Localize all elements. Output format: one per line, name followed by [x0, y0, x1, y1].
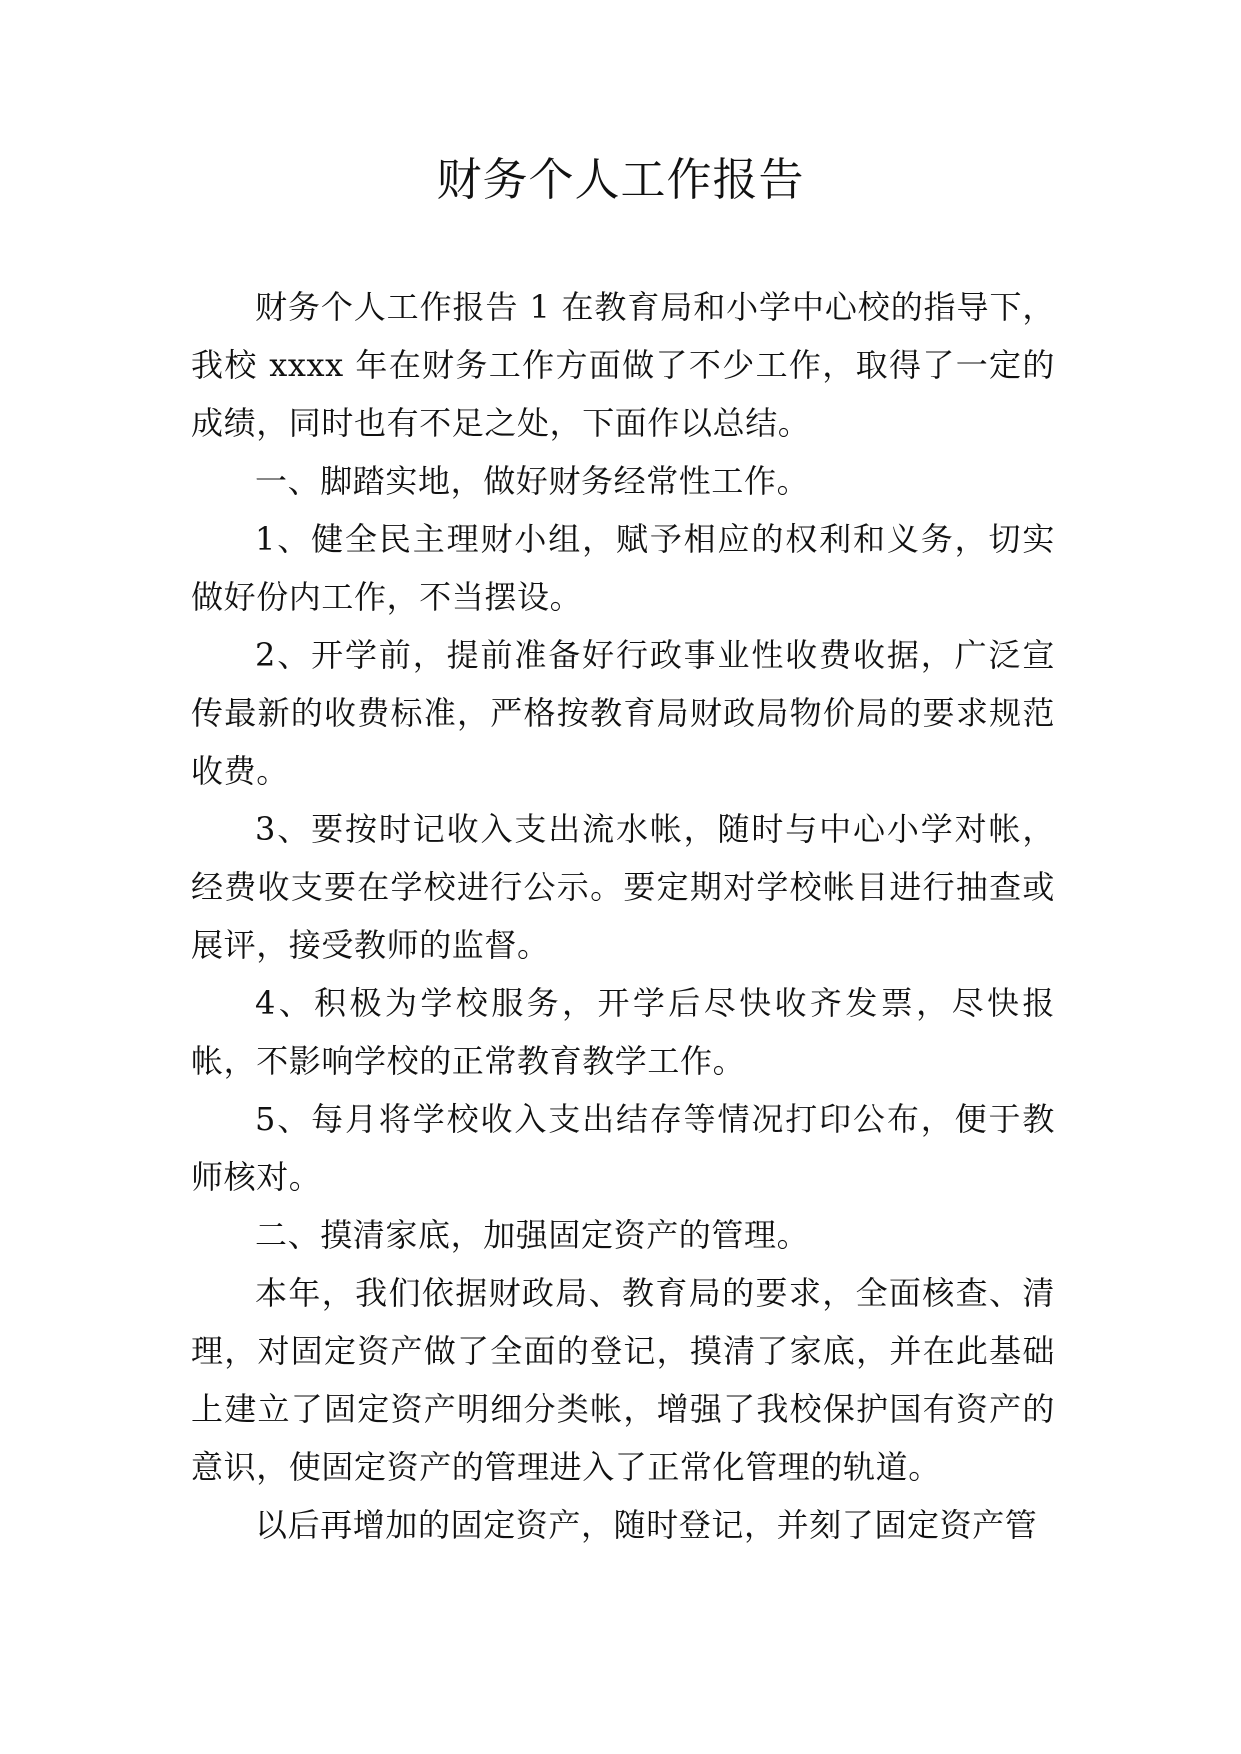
paragraph-continuation: 以后再增加的固定资产，随时登记，并刻了固定资产管 — [255, 1506, 1038, 1544]
section-heading-2: 二、摸清家底，加强固定资产的管理。 — [255, 1216, 810, 1254]
list-item-3: 3、要按时记收入支出流水帐，随时与中心小学对帐，经费收支要在学校进行公示。要定期对学校帐目进行抽查或展评，接受教师的监督。 — [191, 810, 1055, 964]
paragraph-intro: 财务个人工作报告 1 在教育局和小学中心校的指导下，我校 xxxx 年在财务工作方面做了不少工作，取得了一定的成绩，同时也有不足之处，下面作以总结。 — [191, 288, 1055, 442]
list-item-1: 1、健全民主理财小组，赋予相应的权利和义务，切实做好份内工作，不当摆设。 — [191, 520, 1055, 616]
list-item-5: 5、每月将学校收入支出结存等情况打印公布，便于教师核对。 — [191, 1100, 1055, 1196]
document-title: 财务个人工作报告 — [436, 153, 805, 206]
section-heading-1: 一、脚踏实地，做好财务经常性工作。 — [255, 462, 810, 500]
paragraph-assets: 本年，我们依据财政局、教育局的要求，全面核查、清理，对固定资产做了全面的登记，摸清了家底，并在此基础上建立了固定资产明细分类帐，增强了我校保护国有资产的意识，使固定资产的管理进入了正常化管理的轨道。 — [191, 1274, 1055, 1486]
list-item-4: 4、积极为学校服务，开学后尽快收齐发票，尽快报帐，不影响学校的正常教育教学工作。 — [191, 984, 1055, 1080]
document-body — [191, 278, 1055, 1554]
list-item-2: 2、开学前，提前准备好行政事业性收费收据，广泛宣传最新的收费标准，严格按教育局财政局物价局的要求规范收费。 — [191, 636, 1055, 790]
